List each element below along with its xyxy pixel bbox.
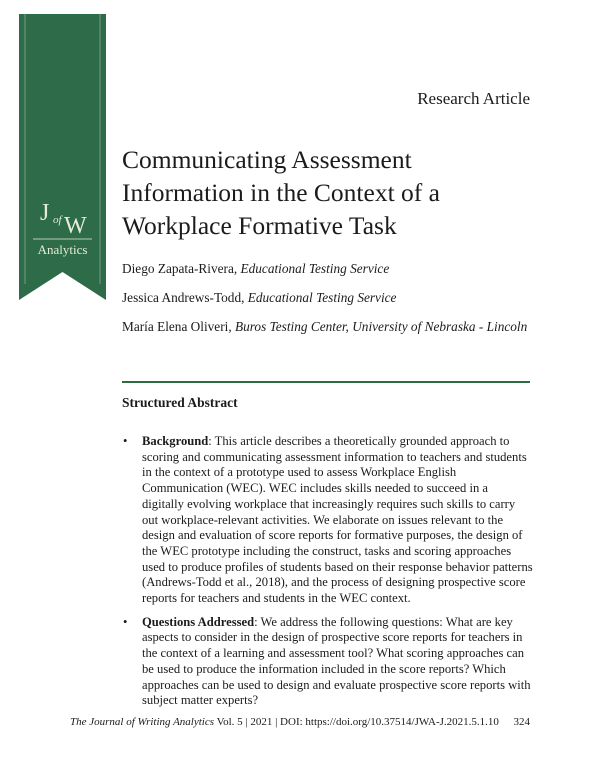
author-entry (122, 317, 542, 336)
author-affiliation: Educational Testing Service (240, 261, 390, 276)
abstract-item (122, 434, 533, 607)
abstract-item (122, 615, 533, 709)
abstract-heading: Structured Abstract (122, 395, 238, 410)
abstract-list (122, 434, 533, 717)
bullet-icon: • (123, 614, 128, 629)
author-entry (122, 288, 542, 307)
article-title: Communicating Assessment Information in the Context of a Workplace Formative Task (122, 145, 440, 240)
logo-subtitle: Analytics (37, 242, 88, 257)
article-type-label: Research Article (417, 89, 530, 108)
author-list (122, 259, 542, 346)
journal-logo-banner (19, 14, 106, 300)
logo-letter-j: J (40, 200, 50, 226)
footer-details: Vol. 5 | 2021 | DOI: https://doi.org/10.37514/JWA-J.2021.5.1.10 (214, 716, 499, 728)
footer-journal-name: The Journal of Writing Analytics (70, 716, 215, 728)
author-affiliation: Buros Testing Center, University of Nebraska - Lincoln (234, 319, 528, 334)
page-number: 324 (513, 716, 530, 728)
bullet-icon: • (123, 434, 128, 448)
abstract-item-text: : We address the following questions: What are key aspects to consider in the design of prospective score reports for teachers in the context of a learning and assessment tool? What scoring approaches can be used to produce the information included in the score reports? Which approaches can be used to design and evaluate prospective score reports with subject matter experts? (142, 614, 531, 708)
author-affiliation: Educational Testing Service (247, 290, 397, 305)
author-name: Jessica Andrews-Todd, (122, 290, 245, 305)
author-name: Diego Zapata-Rivera, (122, 261, 238, 276)
page-footer (70, 716, 530, 728)
author-entry (122, 259, 542, 278)
abstract-item-label: Background (142, 434, 209, 448)
section-divider (122, 381, 530, 383)
abstract-item-text: : This article describes a theoretically grounded approach to scoring and communicating assessment information to teachers and students in the context of a prototype used to assess Workplace English Communication (WEC). WEC includes skills needed to succeed in a digitally evolving workplace that increasingly requires such skills to carry out workplace-relevant activities. We elaborate on issues relevant to the design and evaluation of score reports for formative purposes, the design of the WEC prototype including the construct, tasks and scoring approaches used to produce profiles of students based on their response behavior patterns (Andrews-Todd et al., 2018), and the process of designing prospective score reports for teachers and students in the WEC context. (142, 434, 533, 606)
author-name: María Elena Oliveri, (122, 319, 232, 334)
logo-letter-w: W (64, 213, 87, 239)
abstract-item-label: Questions Addressed (142, 614, 255, 629)
logo-of: of (53, 214, 62, 226)
banner-shape (19, 14, 106, 300)
